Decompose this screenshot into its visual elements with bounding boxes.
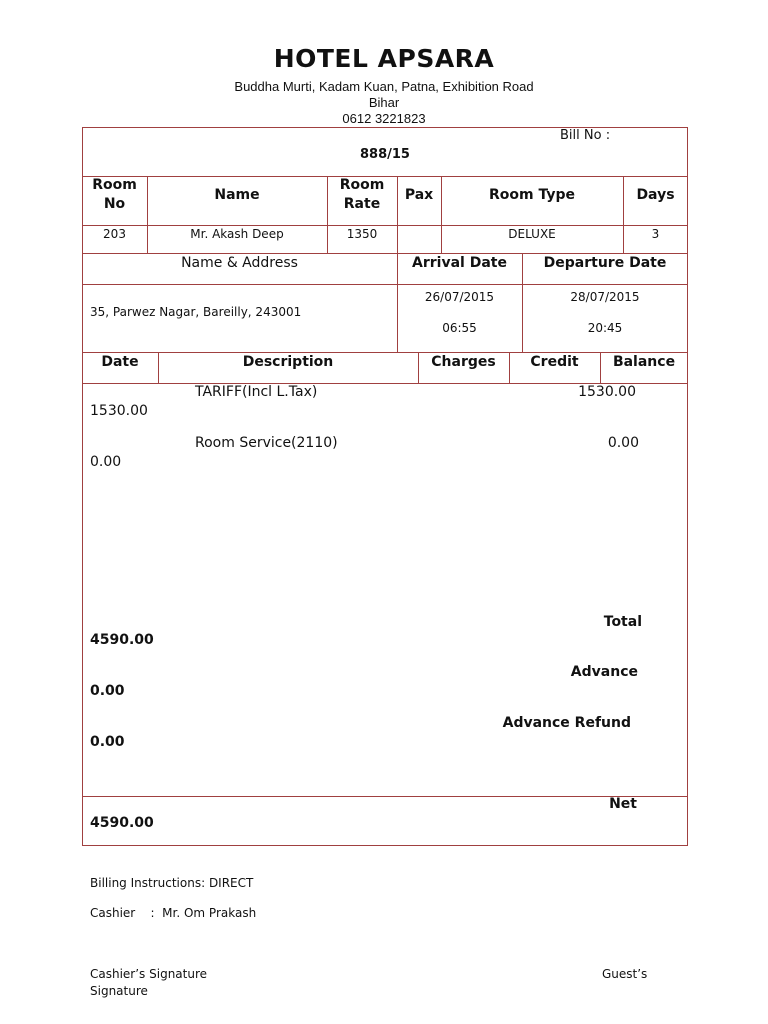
divider — [82, 253, 688, 254]
arrival-time: 06:55 — [442, 321, 477, 335]
item-balance: 1530.00 — [90, 403, 148, 419]
advance-refund-value: 0.00 — [90, 734, 125, 750]
departure-time: 20:45 — [587, 321, 623, 335]
bill-number: 888/15 — [360, 147, 410, 162]
item-charges: 0.00 — [607, 435, 639, 451]
header-days: Days — [636, 187, 675, 203]
total-value: 4590.00 — [90, 632, 154, 648]
header-arrival-date: Arrival Date — [412, 255, 507, 271]
net-value: 4590.00 — [90, 815, 154, 831]
header-pax: Pax — [404, 187, 434, 203]
header-name: Name — [214, 187, 260, 203]
cell-guest-name: Mr. Akash Deep — [190, 227, 284, 241]
item-charges: 1530.00 — [578, 384, 636, 400]
header-room-rate: Room Rate — [339, 177, 385, 212]
billing-instructions: Billing Instructions: DIRECT — [90, 876, 254, 890]
header-balance: Balance — [612, 354, 676, 370]
header-room-no: Room No — [92, 177, 137, 212]
header-date: Date — [101, 354, 139, 370]
cashier-name: Cashier : Mr. Om Prakash — [90, 906, 257, 920]
hotel-name: HOTEL APSARA — [273, 44, 495, 73]
cell-days: 3 — [651, 227, 660, 241]
header-description: Description — [242, 354, 334, 370]
guest-signature-label: Guest’s — [602, 967, 648, 981]
cell-room-no: 203 — [103, 227, 126, 241]
advance-label: Advance — [570, 664, 638, 680]
guest-address: 35, Parwez Nagar, Bareilly, 243001 — [90, 305, 302, 319]
hotel-address-line1: Buddha Murti, Kadam Kuan, Patna, Exhibition Road — [234, 79, 534, 94]
hotel-phone: 0612 3221823 — [342, 111, 426, 126]
item-balance: 0.00 — [90, 454, 122, 470]
header-charges: Charges — [431, 354, 496, 370]
bill-number-label: Bill No : — [560, 128, 611, 143]
cell-room-rate: 1350 — [346, 227, 378, 241]
divider — [82, 225, 688, 226]
header-name-address: Name & Address — [181, 255, 298, 271]
header-departure-date: Departure Date — [543, 255, 667, 271]
header-room-type: Room Type — [488, 187, 575, 203]
item-description: Room Service(2110) — [195, 435, 338, 451]
total-label: Total — [603, 614, 642, 630]
hotel-address-line2: Bihar — [368, 95, 400, 110]
cell-room-type: DELUXE — [508, 227, 556, 241]
net-label: Net — [609, 796, 637, 812]
cashier-signature-label: Cashier’s Signature — [90, 967, 208, 981]
header-credit: Credit — [530, 354, 579, 370]
advance-value: 0.00 — [90, 683, 125, 699]
guest-signature-label-cont: Signature — [90, 984, 148, 998]
advance-refund-label: Advance Refund — [502, 715, 631, 731]
arrival-date: 26/07/2015 — [424, 290, 495, 304]
departure-date: 28/07/2015 — [570, 290, 640, 304]
divider — [82, 284, 688, 285]
item-description: TARIFF(Incl L.Tax) — [195, 384, 318, 400]
